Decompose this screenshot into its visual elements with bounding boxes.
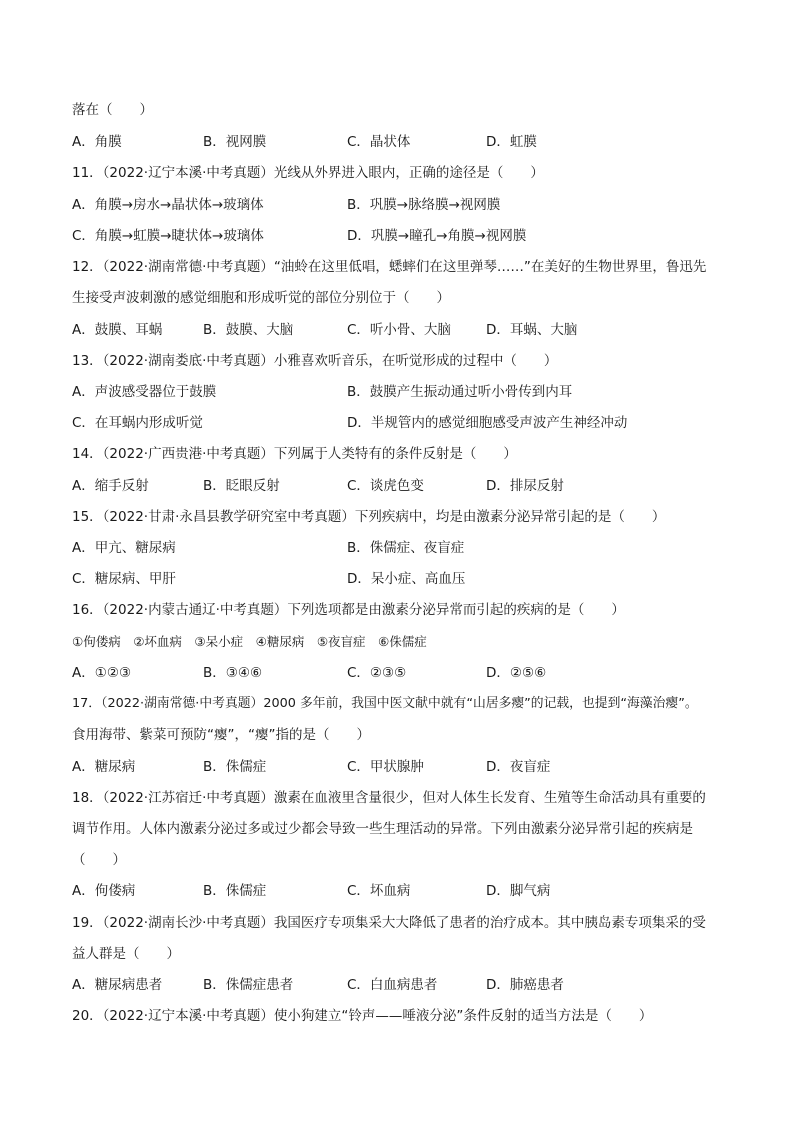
q14-option-a: A．缩手反射 xyxy=(72,478,149,494)
question-18-stem-line2: 调节作用。人体内激素分泌过多或过少都会导致一些生理活动的异常。下列由激素分泌异常引起的疾病是 xyxy=(72,821,693,837)
question-16-stem: 16．（2022·内蒙古通辽·中考真题）下列选项都是由激素分泌异常而引起的疾病的是（ ） xyxy=(72,602,625,618)
q16-option-c: C．②③⑤ xyxy=(347,665,407,681)
q17-option-c: C．甲状腺肿 xyxy=(347,759,424,775)
question-12-stem-line2: 生接受声波刺激的感觉细胞和形成听觉的部位分别位于（ ） xyxy=(72,290,450,306)
q13-option-d: D．半规管内的感觉细胞感受声波产生神经冲动 xyxy=(347,415,628,431)
q19-option-b: B．侏儒症患者 xyxy=(203,977,294,993)
q17-option-b: B．侏儒症 xyxy=(203,759,267,775)
question-20-stem: 20．（2022·辽宁本溪·中考真题）使小狗建立“铃声——唾液分泌”条件反射的适当方法是（ ） xyxy=(72,1008,653,1024)
question-18-stem-line1: 18．（2022·江苏宿迁·中考真题）激素在血液里含量很少，但对人体生长发育、生殖等生命活动具有重要的 xyxy=(72,790,706,806)
question-10-stem-tail: 落在（ ） xyxy=(72,102,153,118)
q14-option-c: C．谈虎色变 xyxy=(347,478,424,494)
q11-option-c: C．角膜→虹膜→睫状体→玻璃体 xyxy=(72,228,264,244)
q18-option-b: B．侏儒症 xyxy=(203,883,267,899)
question-18-stem-line3: （ ） xyxy=(72,852,126,868)
question-19-stem-line2: 益人群是（ ） xyxy=(72,946,180,962)
q19-option-a: A．糖尿病患者 xyxy=(72,977,163,993)
question-12-stem-line1: 12．（2022·湖南常德·中考真题）“油蛉在这里低唱，蟋蟀们在这里弹琴……”在美好的生物世界里，鲁迅先 xyxy=(72,259,707,275)
q11-option-a: A．角膜→房水→晶状体→玻璃体 xyxy=(72,197,264,213)
q18-option-d: D．脚气病 xyxy=(486,883,551,899)
q10-option-c: C．晶状体 xyxy=(347,134,411,150)
q11-option-d: D．巩膜→瞳孔→角膜→视网膜 xyxy=(347,228,527,244)
q17-option-a: A．糖尿病 xyxy=(72,759,136,775)
q16-option-d: D．②⑤⑥ xyxy=(486,665,547,681)
question-17-stem-line2: 食用海带、紫菜可预防“瘿”，“瘿”指的是（ ） xyxy=(72,727,370,743)
q11-option-b: B．巩膜→脉络膜→视网膜 xyxy=(347,197,501,213)
question-13-stem: 13．（2022·湖南娄底·中考真题）小雅喜欢听音乐，在听觉形成的过程中（ ） xyxy=(72,353,558,369)
q15-option-d: D．呆小症、高血压 xyxy=(347,571,466,587)
q15-option-a: A．甲亢、糖尿病 xyxy=(72,540,176,556)
q13-option-c: C．在耳蜗内形成听觉 xyxy=(72,415,203,431)
q19-option-d: D．肺癌患者 xyxy=(486,977,564,993)
q16-option-a: A．①②③ xyxy=(72,665,132,681)
question-16-items: ①佝偻病 ②坏血病 ③呆小症 ④糖尿病 ⑤夜盲症 ⑥侏儒症 xyxy=(72,634,427,649)
q19-option-c: C．白血病患者 xyxy=(347,977,438,993)
q15-option-c: C．糖尿病、甲肝 xyxy=(72,571,176,587)
q17-option-d: D．夜盲症 xyxy=(486,759,551,775)
q12-option-b: B．鼓膜、大脑 xyxy=(203,322,294,338)
question-11-stem: 11．（2022·辽宁本溪·中考真题）光线从外界进入眼内，正确的途径是（ ） xyxy=(72,165,544,181)
q10-option-b: B．视网膜 xyxy=(203,134,267,150)
question-17-stem-line1: 17．（2022·湖南常德·中考真题）2000 多年前，我国中医文献中就有“山居多瘿”的记载，也提到“海藻治瘿”。 xyxy=(72,696,698,711)
q16-option-b: B．③④⑥ xyxy=(203,665,263,681)
q18-option-a: A．佝偻病 xyxy=(72,883,136,899)
q18-option-c: C．坏血病 xyxy=(347,883,411,899)
question-19-stem-line1: 19．（2022·湖南长沙·中考真题）我国医疗专项集采大大降低了患者的治疗成本。其中胰岛素专项集采的受 xyxy=(72,915,706,931)
question-15-stem: 15．（2022·甘肃·永昌县教学研究室中考真题）下列疾病中，均是由激素分泌异常引起的是（ ） xyxy=(72,509,666,525)
q12-option-c: C．听小骨、大脑 xyxy=(347,322,451,338)
q13-option-a: A．声波感受器位于鼓膜 xyxy=(72,384,217,400)
q12-option-a: A．鼓膜、耳蜗 xyxy=(72,322,163,338)
q12-option-d: D．耳蜗、大脑 xyxy=(486,322,578,338)
q10-option-a: A．角膜 xyxy=(72,134,122,150)
question-14-stem: 14．（2022·广西贵港·中考真题）下列属于人类特有的条件反射是（ ） xyxy=(72,446,517,462)
q15-option-b: B．侏儒症、夜盲症 xyxy=(347,540,465,556)
q14-option-d: D．排尿反射 xyxy=(486,478,564,494)
q13-option-b: B．鼓膜产生振动通过听小骨传到内耳 xyxy=(347,384,573,400)
q10-option-d: D．虹膜 xyxy=(486,134,537,150)
q14-option-b: B．眨眼反射 xyxy=(203,478,280,494)
